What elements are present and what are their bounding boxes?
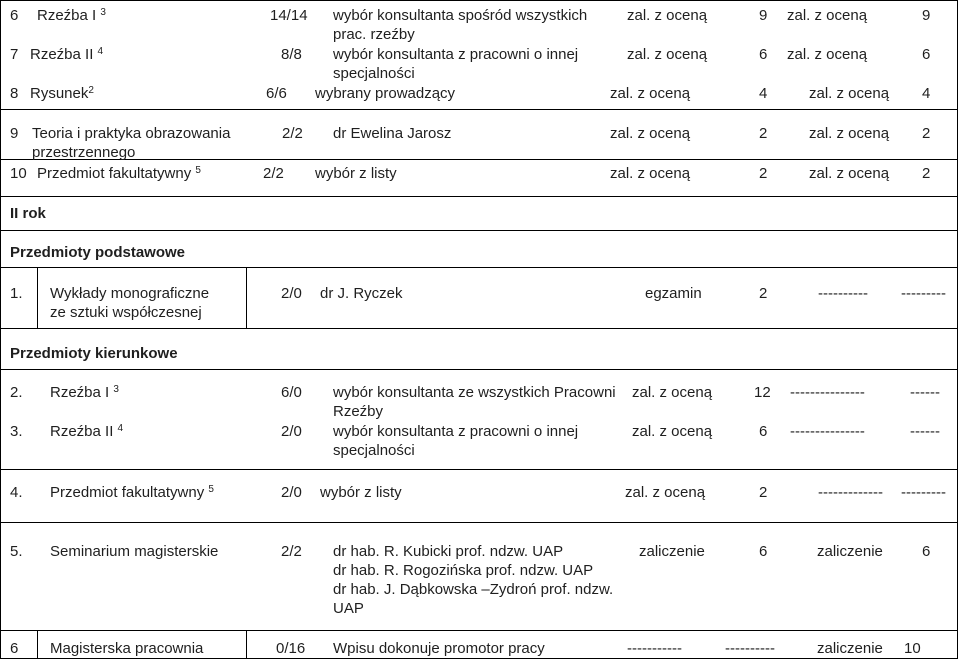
row-divider (0, 630, 958, 631)
dash-placeholder: ------ (910, 384, 940, 401)
ects: 6 (922, 46, 931, 63)
cell-border (37, 630, 38, 659)
dash-placeholder: --------- (901, 484, 946, 501)
teacher: wybór konsultanta z pracowni o innej (333, 423, 579, 440)
teacher: Rzeźby (333, 403, 384, 420)
dash-placeholder: ---------- (725, 640, 775, 657)
row-divider (0, 522, 958, 523)
ects: 9 (759, 7, 768, 24)
teacher: dr hab. J. Dąbkowska –Zydroń prof. ndzw. (333, 581, 614, 598)
subject-name: Przedmiot fakultatywny $^5$ (50, 484, 214, 501)
teacher: wybór z listy (315, 165, 397, 182)
ects: 2 (759, 165, 768, 182)
hours: 2/0 (281, 423, 302, 440)
teacher: specjalności (333, 65, 415, 82)
row-number: 9 (10, 125, 19, 142)
hours: 14/14 (270, 7, 308, 24)
section-heading-basic: Przedmioty podstawowe (10, 244, 186, 261)
assessment-form: zal. z oceną (632, 423, 713, 440)
teacher: dr J. Ryczek (320, 285, 403, 302)
assessment-form: zaliczenie (817, 543, 883, 560)
subject-name: Przedmiot fakultatywny $^5$ (37, 165, 201, 182)
teacher: wybór konsultanta spośród wszystkich (333, 7, 588, 24)
assessment-form: zal. z oceną (625, 484, 706, 501)
ects: 6 (759, 543, 768, 560)
hours: 2/2 (263, 165, 284, 182)
row-number: 6 (10, 7, 19, 24)
row-number: 7 (10, 46, 19, 63)
teacher: wybrany prowadzący (315, 85, 456, 102)
teacher: dr hab. R. Rogozińska prof. ndzw. UAP (333, 562, 594, 579)
ects: 2 (759, 285, 768, 302)
hours: 2/0 (281, 484, 302, 501)
teacher: prac. rzeźby (333, 26, 415, 43)
hours: 6/0 (281, 384, 302, 401)
assessment-form: zaliczenie (817, 640, 883, 657)
row-divider (0, 196, 958, 197)
teacher: wybór z listy (320, 484, 402, 501)
dash-placeholder: ------ (910, 423, 940, 440)
hours: 8/8 (281, 46, 302, 63)
subject-name: Rzeźba II $^4$ (50, 423, 124, 440)
row-divider (0, 267, 958, 268)
row-number: 10 (10, 165, 27, 182)
ects: 4 (759, 85, 768, 102)
subject-name: Rzeźba II $^4$ (30, 46, 104, 63)
assessment-form: zal. z oceną (627, 7, 708, 24)
subject-name: ze sztuki współczesnej (50, 304, 202, 321)
subject-name: Magisterska pracownia (50, 640, 204, 657)
hours: 2/2 (282, 125, 303, 142)
dash-placeholder: ---------- (818, 285, 868, 302)
assessment-form: zaliczenie (639, 543, 705, 560)
hours: 2/2 (281, 543, 302, 560)
dash-placeholder: ----------- (627, 640, 682, 657)
teacher: Wpisu dokonuje promotor pracy (333, 640, 545, 657)
row-divider (0, 0, 958, 1)
row-divider (0, 109, 958, 110)
cell-border (246, 630, 247, 659)
teacher: UAP (333, 600, 364, 617)
teacher: specjalności (333, 442, 415, 459)
subject-name: Rysunek$^2$ (30, 85, 94, 102)
row-divider (0, 369, 958, 370)
assessment-form: egzamin (645, 285, 702, 302)
row-divider (0, 230, 958, 231)
ects: 2 (922, 125, 931, 142)
table-left-border (0, 0, 1, 659)
ects: 6 (759, 423, 768, 440)
section-heading-major: Przedmioty kierunkowe (10, 345, 178, 362)
assessment-form: zal. z oceną (610, 165, 691, 182)
teacher: dr Ewelina Jarosz (333, 125, 452, 142)
dash-placeholder: --------------- (790, 423, 865, 440)
dash-placeholder: --------------- (790, 384, 865, 401)
row-divider (0, 328, 958, 329)
ects: 10 (904, 640, 921, 657)
subject-name: Wykłady monograficzne (50, 285, 210, 302)
row-number: 8 (10, 85, 19, 102)
subject-name: Rzeźba I $^3$ (37, 7, 106, 24)
assessment-form: zal. z oceną (787, 46, 868, 63)
assessment-form: zal. z oceną (610, 85, 691, 102)
cell-border (246, 267, 247, 328)
row-number: 3. (10, 423, 23, 440)
table-right-border (957, 0, 958, 659)
dash-placeholder: --------- (901, 285, 946, 302)
row-divider (0, 159, 958, 160)
ects: 12 (754, 384, 771, 401)
assessment-form: zal. z oceną (632, 384, 713, 401)
ects: 2 (759, 125, 768, 142)
teacher: dr hab. R. Kubicki prof. ndzw. UAP (333, 543, 564, 560)
ects: 6 (759, 46, 768, 63)
year-heading: II rok (10, 205, 46, 222)
cell-border (37, 267, 38, 328)
row-number: 5. (10, 543, 23, 560)
subject-name: Rzeźba I $^3$ (50, 384, 119, 401)
ects: 2 (922, 165, 931, 182)
subject-name: przestrzennego (32, 144, 136, 161)
dash-placeholder: ------------- (818, 484, 883, 501)
teacher: wybór konsultanta ze wszystkich Pracowni (333, 384, 616, 401)
subject-name: Teoria i praktyka obrazowania (32, 125, 231, 142)
hours: 2/0 (281, 285, 302, 302)
assessment-form: zal. z oceną (809, 85, 890, 102)
row-number: 4. (10, 484, 23, 501)
assessment-form: zal. z oceną (610, 125, 691, 142)
ects: 6 (922, 543, 931, 560)
ects: 2 (759, 484, 768, 501)
assessment-form: zal. z oceną (809, 165, 890, 182)
teacher: wybór konsultanta z pracowni o innej (333, 46, 579, 63)
assessment-form: zal. z oceną (787, 7, 868, 24)
row-number: 2. (10, 384, 23, 401)
hours: 0/16 (276, 640, 306, 657)
row-divider (0, 469, 958, 470)
row-number: 1. (10, 285, 23, 302)
subject-name: Seminarium magisterskie (50, 543, 219, 560)
ects: 9 (922, 7, 931, 24)
assessment-form: zal. z oceną (627, 46, 708, 63)
assessment-form: zal. z oceną (809, 125, 890, 142)
row-number: 6 (10, 640, 19, 657)
hours: 6/6 (266, 85, 287, 102)
ects: 4 (922, 85, 931, 102)
